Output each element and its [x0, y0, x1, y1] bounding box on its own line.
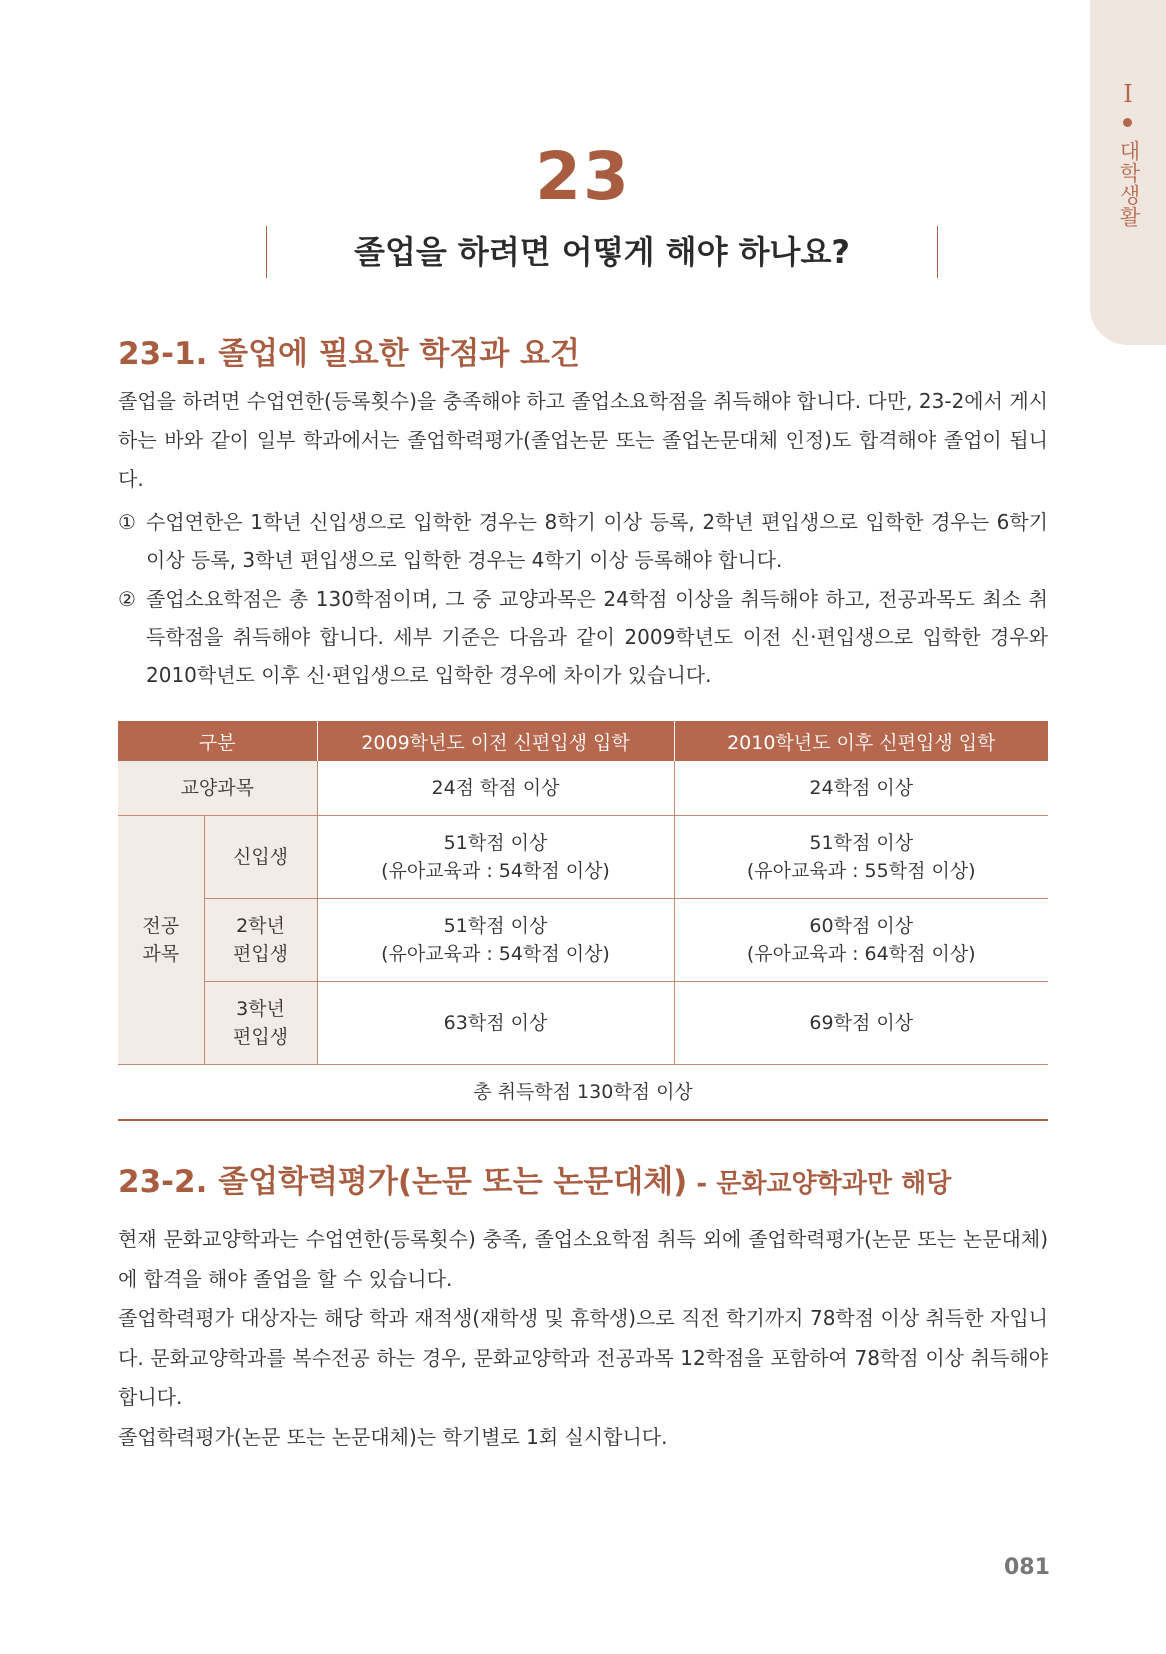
- table-cell: [317, 816, 674, 899]
- row-label: [204, 899, 317, 982]
- section2-paragraph-2: 졸업학력평가 대상자는 해당 학과 재적생(재학생 및 휴학생)으로 직전 학기까지 78학점 이상 취득한 자입니다. 문화교양학과를 복수전공 하는 경우, 문화교양학과 전공과목 12학점을 포함하여 78학점 이상 취득해야 합니다.: [118, 1306, 1048, 1409]
- side-tab-numeral: I: [1123, 80, 1133, 108]
- section2-heading-sub: - 문화교양학과만 해당: [687, 1169, 952, 1199]
- cell-line: 51학점 이상: [809, 832, 914, 854]
- table-cell: [317, 899, 674, 982]
- cell-line: 51학점 이상: [443, 832, 548, 854]
- bullet-dot-icon: [1123, 118, 1132, 127]
- row-label: [204, 816, 317, 899]
- side-tab-label: 대학생활: [1117, 140, 1141, 228]
- row-label-line: 신입생: [232, 846, 289, 868]
- table-cell: 24학점 이상: [674, 761, 1048, 816]
- table-cell: [674, 816, 1048, 899]
- section2-heading-main: 23-2. 졸업학력평가(논문 또는 논문대체): [118, 1164, 688, 1200]
- table-row: [118, 761, 1048, 816]
- chapter-title-frame: [266, 226, 938, 278]
- list-item: [118, 503, 1048, 579]
- cell-line: (유아교육과 : 54학점 이상): [381, 943, 610, 965]
- table-total-row: [118, 1065, 1048, 1121]
- cell-line: 51학점 이상: [443, 915, 548, 937]
- table-cell: [674, 982, 1048, 1065]
- table-cell: [317, 982, 674, 1065]
- chapter-title: 졸업을 하려면 어떻게 해야 하나요?: [354, 233, 850, 271]
- table-total: 총 취득학점 130학점 이상: [118, 1065, 1048, 1121]
- row-label-line: 2학년: [236, 915, 285, 937]
- section2-paragraph-1: 현재 문화교양학과는 수업연한(등록횟수) 충족, 졸업소요학점 취득 외에 졸업학력평가(논문 또는 논문대체)에 합격을 해야 졸업을 할 수 있습니다.: [118, 1227, 1048, 1291]
- table-header: 2010학년도 이후 신편입생 입학: [674, 721, 1048, 761]
- table-header-row: [118, 721, 1048, 761]
- row-label: [204, 982, 317, 1065]
- table-row: [118, 899, 1048, 982]
- item-text-1: 수업연한은 1학년 신입생으로 입학한 경우는 8학기 이상 등록, 2학년 편입생으로 입학한 경우는 6학기 이상 등록, 3학년 편입생으로 입학한 경우는 4학기 이상 등록해야 합니다.: [146, 510, 1048, 572]
- page-number: 081: [1004, 1555, 1050, 1580]
- cell-line: (유아교육과 : 55학점 이상): [746, 860, 976, 882]
- section-heading-2: [118, 1156, 951, 1201]
- item-number-2: ②: [118, 587, 136, 611]
- cell-line: 69학점 이상: [809, 1012, 914, 1034]
- list-item: [118, 580, 1048, 694]
- item-text-2: 졸업소요학점은 총 130학점이며, 그 중 교양과목은 24학점 이상을 취득해야 하고, 전공과목도 최소 취득학점을 취득해야 합니다. 세부 기준은 다음과 같이 2009학년도 이전 신·편입생으로 입학한 경우와 2010학년도 이후 신·편입생으로 입학한 경우에 차이가 있습니다.: [146, 587, 1048, 687]
- credit-requirements-table: [118, 721, 1048, 1121]
- section-heading-1: 23-1. 졸업에 필요한 학점과 요건: [118, 336, 580, 372]
- table-header: 2009학년도 이전 신편입생 입학: [317, 721, 674, 761]
- table-cell: 24점 학점 이상: [317, 761, 674, 816]
- cell-line: 63학점 이상: [443, 1012, 548, 1034]
- cell-line: (유아교육과 : 54학점 이상): [381, 860, 610, 882]
- table-cell: [674, 899, 1048, 982]
- row-label: 교양과목: [118, 761, 317, 816]
- table-row: [118, 982, 1048, 1065]
- cell-line: 60학점 이상: [809, 915, 914, 937]
- item-number-1: ①: [118, 510, 136, 534]
- row-label-line: 편입생: [232, 1026, 289, 1048]
- cell-line: (유아교육과 : 64학점 이상): [746, 943, 976, 965]
- section1-intro: 졸업을 하려면 수업연한(등록횟수)을 충족해야 하고 졸업소요학점을 취득해야 합니다. 다만, 23-2에서 게시하는 바와 같이 일부 학과에서는 졸업학력평가(졸업논문 또는 졸업논문대체 인정)도 합격해야 졸업이 됩니다.: [118, 389, 1048, 491]
- chapter-number: 23: [535, 138, 631, 215]
- table-header: 구분: [118, 721, 317, 761]
- row-label-line: 3학년: [236, 998, 285, 1020]
- table-row: [118, 816, 1048, 899]
- major-label-line: 전공: [142, 915, 180, 937]
- major-label: [118, 816, 204, 1065]
- row-label-line: 편입생: [232, 943, 289, 965]
- major-label-line: 과목: [142, 943, 180, 965]
- section2-paragraph-3: 졸업학력평가(논문 또는 논문대체)는 학기별로 1회 실시합니다.: [118, 1425, 668, 1449]
